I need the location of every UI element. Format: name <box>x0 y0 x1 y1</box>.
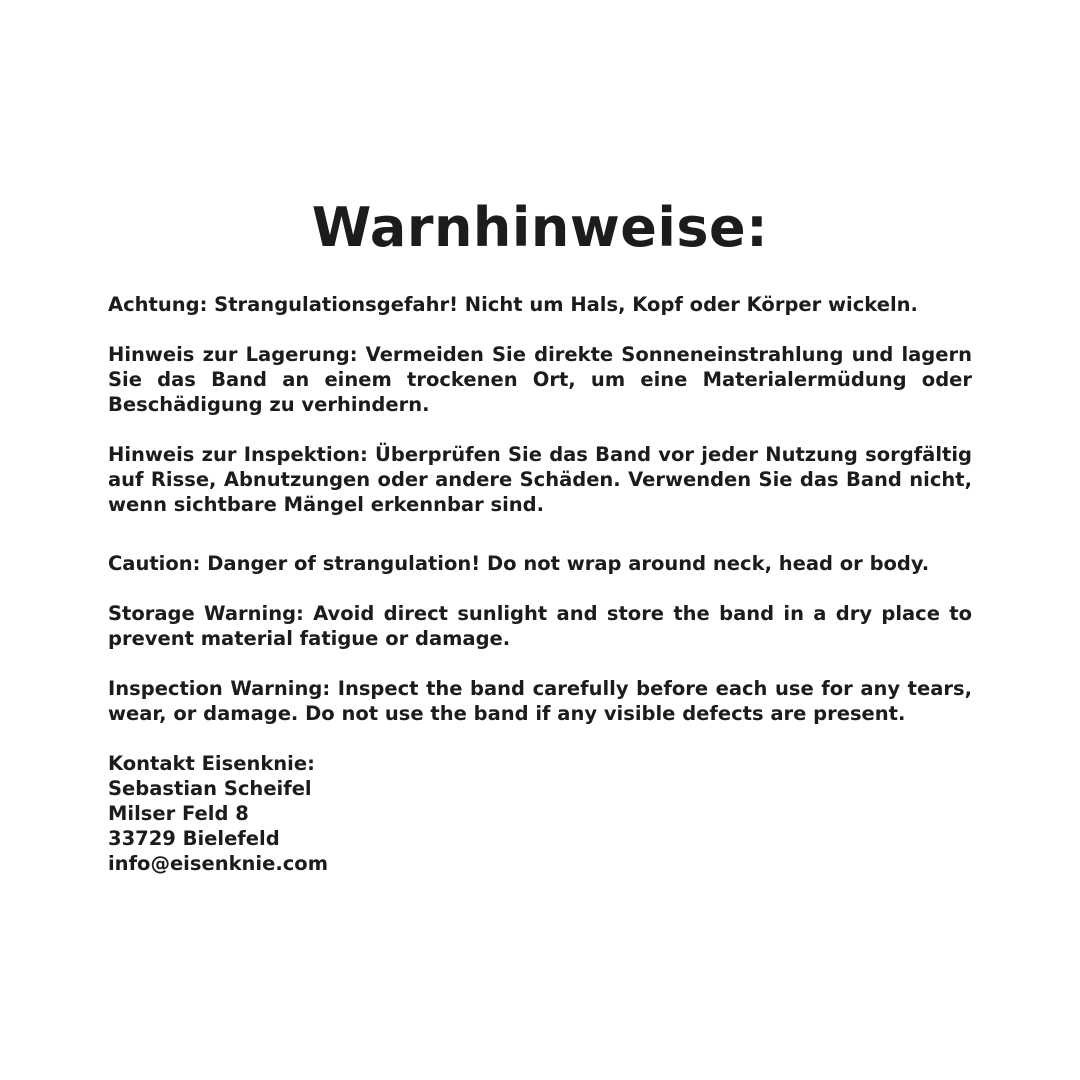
english-inspection-text: Inspection Warning: Inspect the band carefully before each use for any tears, wear, or damage. Do not use the band if any visible defects are present. <box>108 677 972 725</box>
page-title: Warnhinweise: <box>311 196 769 259</box>
contact-heading: Kontakt Eisenknie: <box>108 752 315 775</box>
warning-content <box>108 292 972 876</box>
contact-name: Sebastian Scheifel <box>108 777 312 800</box>
english-caution-text: Caution: Danger of strangulation! Do not wrap around neck, head or body. <box>108 552 930 575</box>
german-inspection-text: Hinweis zur Inspektion: Überprüfen Sie das Band vor jeder Nutzung sorgfältig auf Risse, Abnutzungen oder andere Schäden. Verwenden Sie das Band nicht, wenn sichtbare Mängel erkennbar sind. <box>108 443 972 516</box>
contact-city: 33729 Bielefeld <box>108 827 280 850</box>
english-storage-text: Storage Warning: Avoid direct sunlight and store the band in a dry place to prevent material fatigue or damage. <box>108 602 972 650</box>
german-caution-text: Achtung: Strangulationsgefahr! Nicht um Hals, Kopf oder Körper wickeln. <box>108 293 918 316</box>
contact-email: info@eisenknie.com <box>108 852 329 875</box>
contact-street: Milser Feld 8 <box>108 802 249 825</box>
german-storage-text: Hinweis zur Lagerung: Vermeiden Sie direkte Sonneneinstrahlung und lagern Sie das Band an einem trockenen Ort, um eine Materialermüdung oder Beschädigung zu verhindern. <box>108 343 972 416</box>
contact-block <box>108 751 972 876</box>
